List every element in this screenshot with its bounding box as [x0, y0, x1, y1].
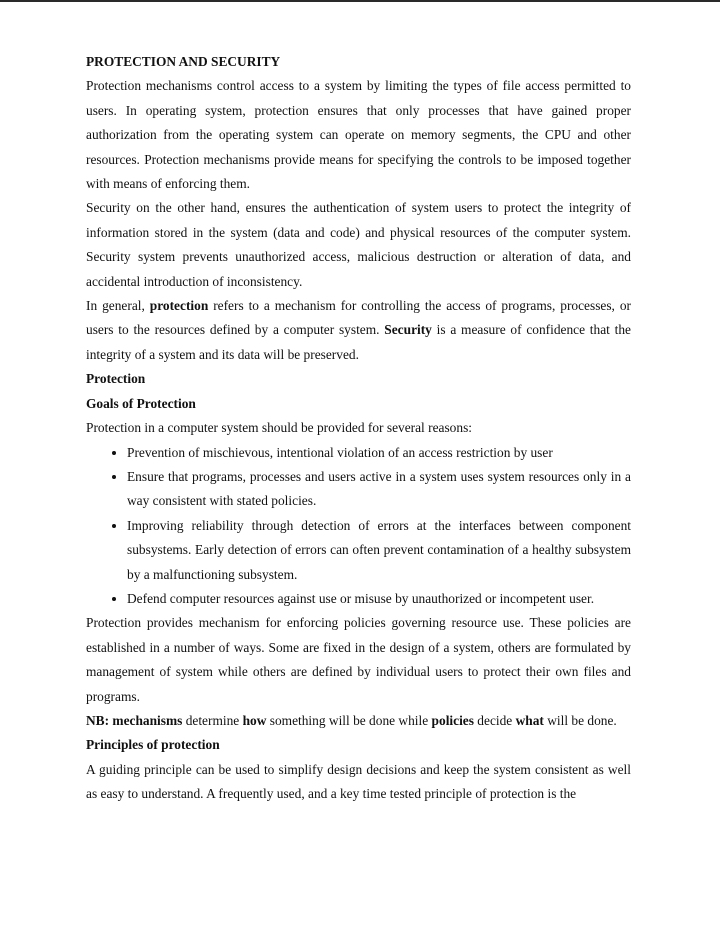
list-item: • Ensure that programs, processes and users active in a system uses system resources only in a way consistent with stated policies. — [127, 465, 631, 514]
term-security: Security — [384, 322, 432, 338]
heading-principles-of-protection: Principles of protection — [86, 737, 220, 753]
paragraph-general: In general, protection refers to a mechanism for controlling the access of programs, processes, or users to the resources defined by a computer system. Security is a measure of confidence that the integrity of a system and its data will be preserved. — [86, 298, 632, 362]
section-title: PROTECTION AND SECURITY — [86, 54, 281, 69]
paragraph-protection-mechanisms: Protection mechanisms control access to a system by limiting the types of file access permitted to users. In operating system, protection ensures that only processes that have gained proper authorization from the operating system can operate on memory segments, the CPU and other resources. Protection mechanisms provide means for specifying the controls to be imposed together with means of enforcing them. — [86, 78, 631, 192]
list-item: • Defend computer resources against use or misuse by unauthorized or incompetent user. — [127, 587, 631, 611]
heading-goals-of-protection: Goals of Protection — [86, 395, 196, 411]
list-item: • Prevention of mischievous, intentional violation of an access restriction by user — [127, 441, 631, 465]
paragraph-security: Security on the other hand, ensures the authentication of system users to protect the integrity of information stored in the system (data and code) and physical resources of the computer system. Security system prevents unauthorized access, malicious destruction or alteration of data, and accidental introduction of inconsistency. — [86, 200, 631, 289]
top-border — [0, 0, 720, 2]
paragraph-policies: Protection provides mechanism for enforcing policies governing resource use. These policies are established in a number of ways. Some are fixed in the design of a system, others are formulated by management of system while others are defined by individual users to protect their own files and programs. — [86, 615, 631, 704]
paragraph-guiding-principle: A guiding principle can be used to simplify design decisions and keep the system consistent as well as easy to understand. A frequently used, and a key time tested principle of protection is the — [86, 761, 631, 802]
list-item: • Improving reliability through detection of errors at the interfaces between component subsystems. Early detection of errors can often prevent contamination of a healthy subsystem by a malfunctioning subsystem. — [127, 514, 631, 587]
goals-list — [86, 441, 631, 612]
goals-intro: Protection in a computer system should be provided for several reasons: — [86, 420, 473, 436]
document-page — [86, 50, 631, 807]
heading-protection: Protection — [86, 371, 146, 387]
nb-note: NB: mechanisms determine how something will be done while policies decide what will be done. — [86, 712, 617, 728]
term-protection: protection — [149, 298, 209, 314]
